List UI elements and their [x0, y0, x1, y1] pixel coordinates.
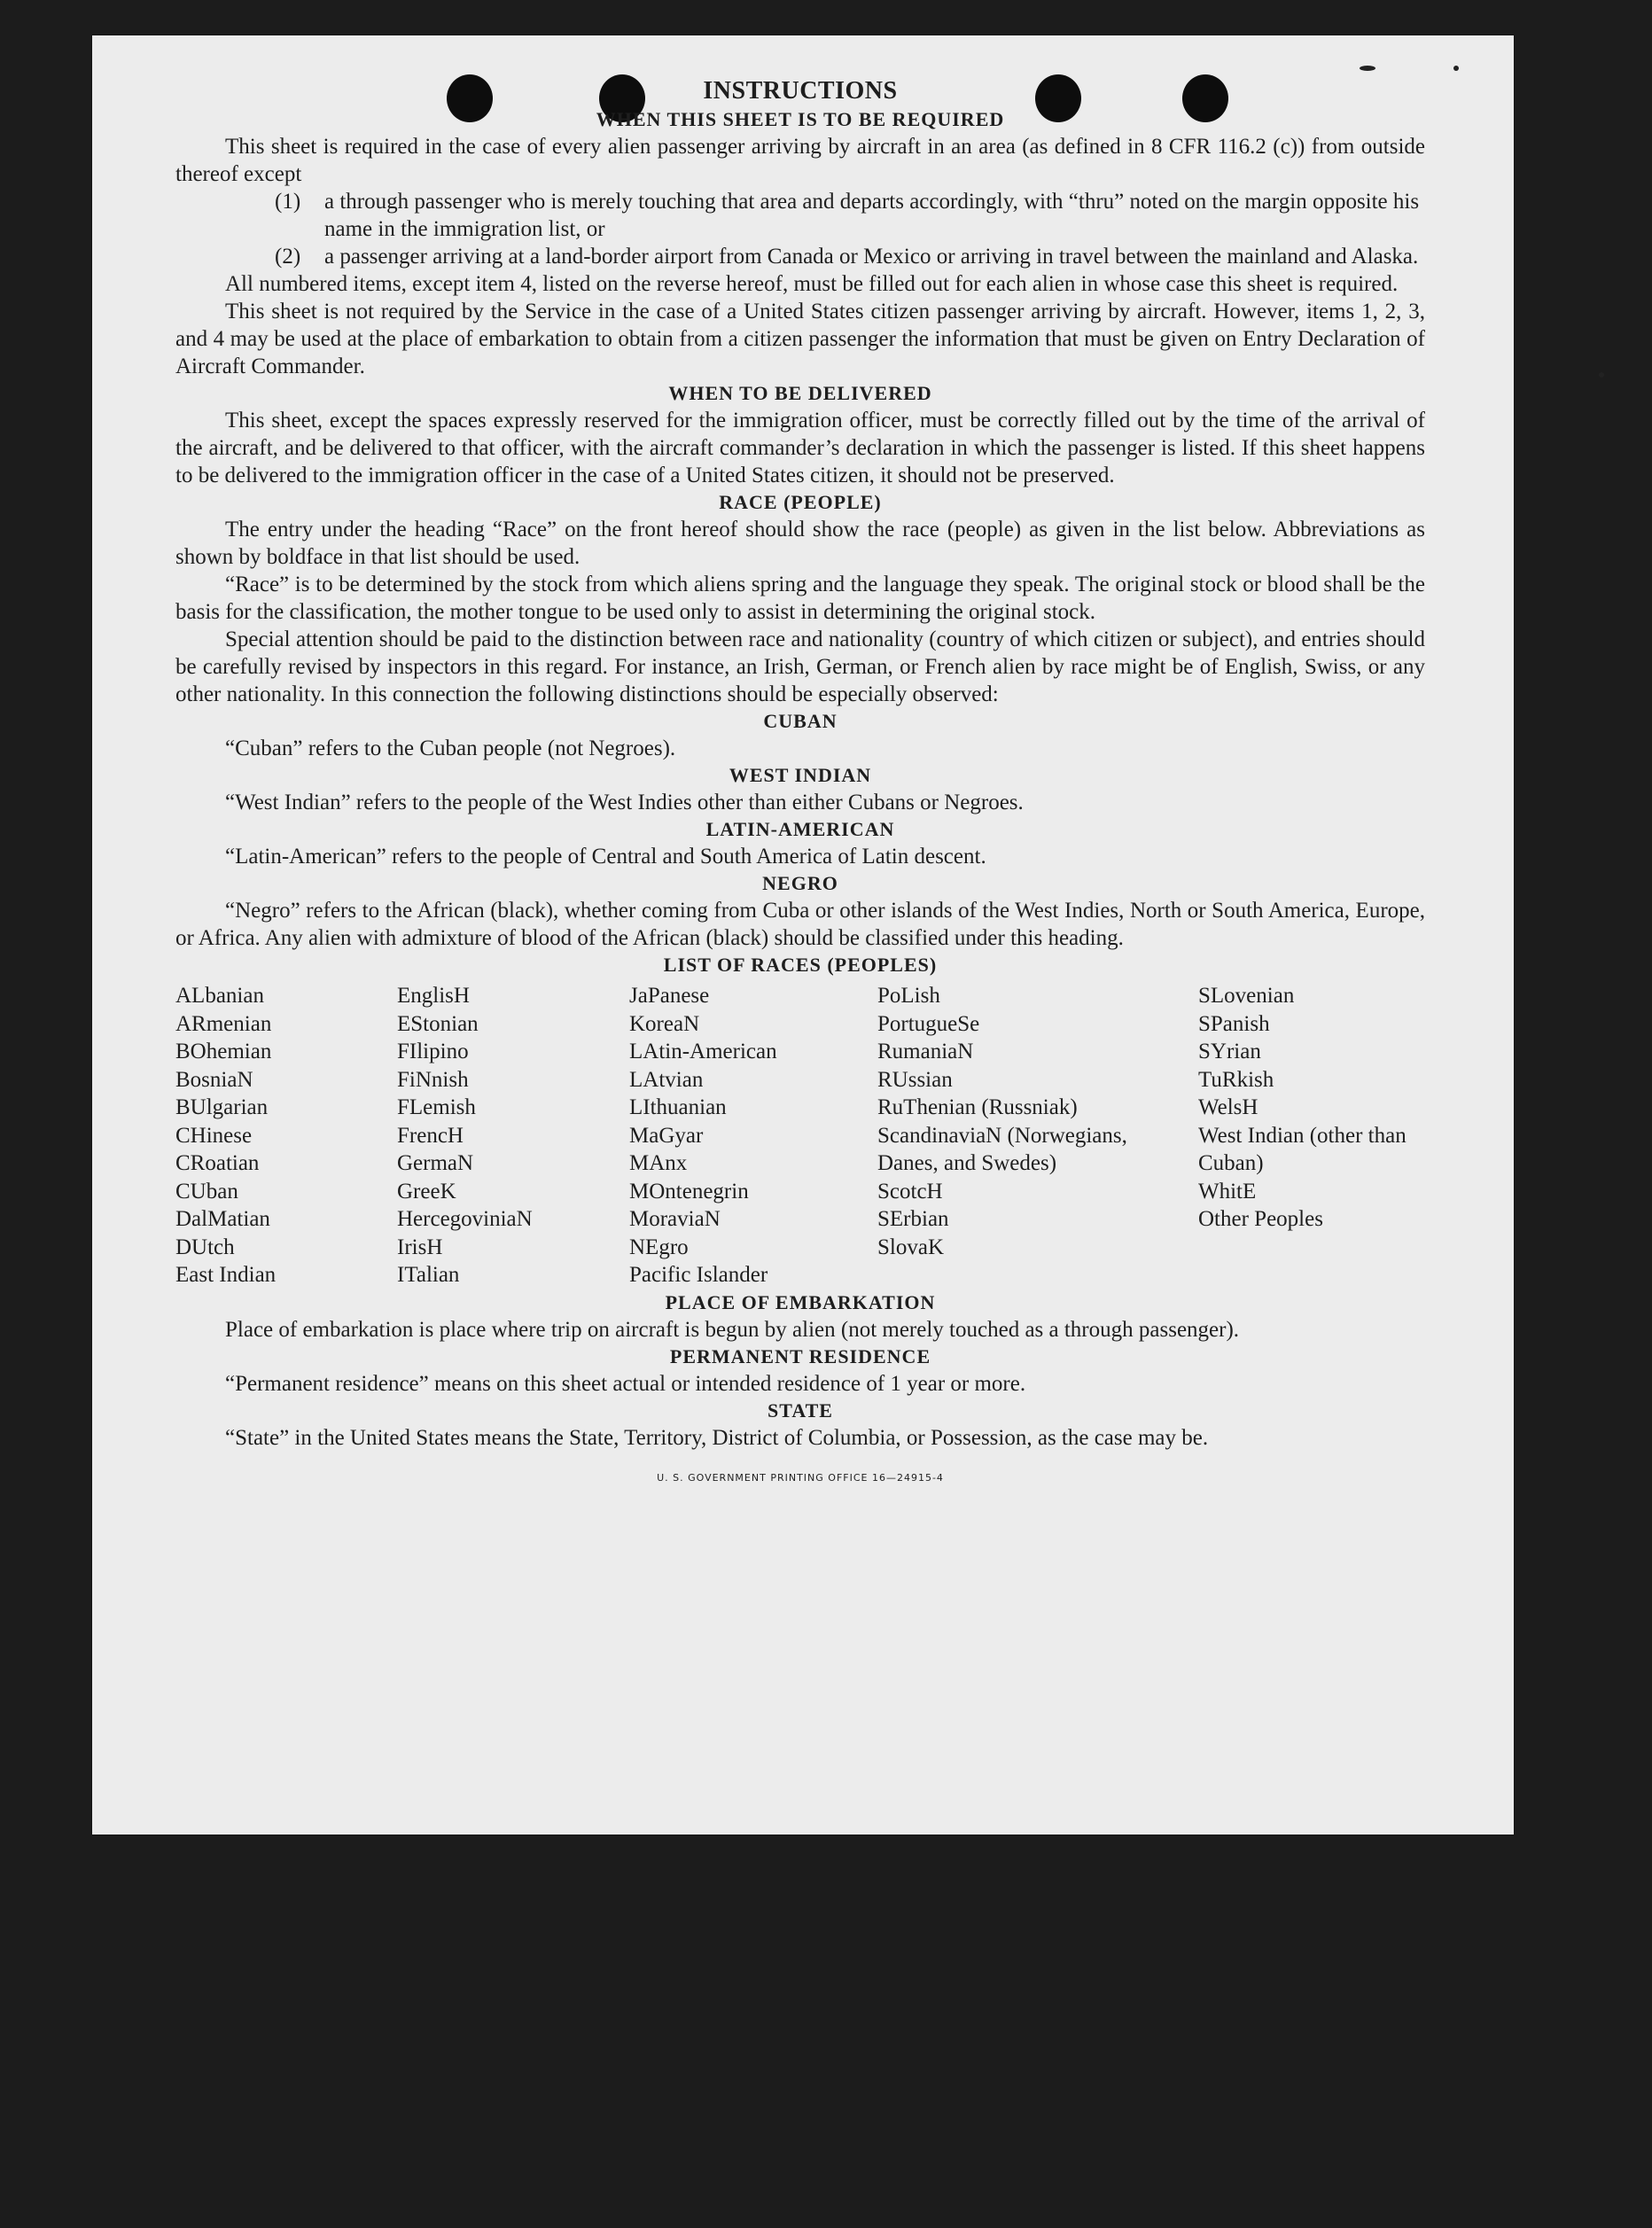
- race-item: CHinese: [175, 1123, 253, 1148]
- race-item: East Indian: [175, 1263, 277, 1287]
- race-item: ScandinaviaN (Norwegians, Danes, and Swedes): [877, 1123, 1127, 1175]
- race-column: [629, 982, 877, 1289]
- race-item: FrencH: [397, 1123, 464, 1148]
- page-title: INSTRUCTIONS: [703, 77, 898, 105]
- paragraph: “State” in the United States means the State, Territory, District of Columbia, or Possession, as the case may be.: [225, 1425, 1209, 1450]
- race-item: TuRkish: [1198, 1067, 1274, 1092]
- race-item: LAtvian: [629, 1067, 704, 1092]
- race-item: GreeK: [397, 1179, 456, 1204]
- section-heading: PLACE OF EMBARKATION: [665, 1290, 936, 1313]
- race-item: JaPanese: [629, 984, 710, 1008]
- race-column: [877, 982, 1198, 1289]
- section-heading: CUBAN: [763, 710, 838, 732]
- race-item: RuThenian (Russniak): [877, 1095, 1078, 1119]
- race-item: ScotcH: [877, 1179, 943, 1204]
- paragraph: All numbered items, except item 4, listed on the reverse hereof, must be filled out for each alien in whose case this sheet is required.: [225, 272, 1399, 296]
- paragraph: Special attention should be paid to the distinction between race and nationality (country of which citizen or subject), and entries should be carefully revised by inspectors in this regard. For instance, an Irish, German, or French alien by race might be of English, Swiss, or any other nationality. In this connection the following distinctions should be especially observed:: [175, 627, 1425, 706]
- section-heading: RACE (PEOPLE): [719, 491, 882, 513]
- document-sheet: [92, 35, 1514, 1835]
- race-item: DalMatian: [175, 1207, 270, 1231]
- race-item: MaGyar: [629, 1123, 704, 1148]
- paragraph: This sheet, except the spaces expressly reserved for the immigration officer, must be correctly filled out by the time of the arrival of the aircraft, and be delivered to that officer, with the aircraft commander’s declaration in which the passenger is listed. If this sheet happens to be delivered to the immigration officer in the case of a United States citizen, it should not be preserved.: [175, 409, 1425, 487]
- race-item: LAtin-American: [629, 1040, 777, 1063]
- race-item: RUssian: [877, 1067, 953, 1092]
- section-heading: STATE: [768, 1398, 833, 1422]
- race-item: PortugueSe: [877, 1011, 980, 1036]
- race-item: LIthuanian: [629, 1095, 727, 1119]
- paragraph: “Cuban” refers to the Cuban people (not Negroes).: [225, 736, 676, 760]
- ink-speck: [1360, 66, 1375, 71]
- ink-speck: [1453, 66, 1459, 71]
- race-item: SlovaK: [877, 1235, 944, 1259]
- paragraph: This sheet is not required by the Service in the case of a United States citizen passenger arriving by aircraft. However, items 1, 2, 3, and 4 may be used at the place of embarkation to obtain from a citizen passenger the information that must be given on Entry Declaration of Aircraft Commander.: [175, 300, 1425, 378]
- race-item: HercegoviniaN: [397, 1207, 533, 1231]
- ink-speck: [1599, 372, 1604, 378]
- race-item: MAnx: [629, 1151, 688, 1175]
- race-item: CRoatian: [175, 1151, 260, 1175]
- section-heading: PERMANENT RESIDENCE: [669, 1344, 931, 1367]
- race-column: [175, 982, 397, 1289]
- race-item: CUban: [175, 1179, 238, 1204]
- race-item: PoLish: [877, 984, 940, 1008]
- section-heading: LIST OF RACES (PEOPLES): [663, 954, 938, 976]
- race-item: NEgro: [629, 1235, 689, 1259]
- race-item: SLovenian: [1198, 984, 1295, 1008]
- race-item: Other Peoples: [1198, 1207, 1323, 1231]
- race-item: WhitE: [1198, 1179, 1257, 1204]
- numbered-item: [175, 188, 1425, 243]
- race-item: SErbian: [877, 1207, 949, 1231]
- printer-imprint: U. S. GOVERNMENT PRINTING OFFICE 16—24915-4: [657, 1471, 944, 1484]
- race-item: Pacific Islander: [629, 1263, 768, 1287]
- race-item: MoraviaN: [629, 1207, 721, 1231]
- race-item: IrisH: [397, 1235, 443, 1259]
- item-number: (1): [275, 190, 301, 214]
- race-item: FiNnish: [397, 1067, 469, 1092]
- race-item: GermaN: [397, 1151, 474, 1175]
- item-text: a through passenger who is merely touching that area and departs accordingly, with “thru” noted on the margin opposite his name in the immigration list, or: [324, 190, 1420, 241]
- race-item: BosniaN: [175, 1067, 253, 1092]
- race-item: RumaniaN: [877, 1040, 974, 1063]
- paragraph: “Permanent residence” means on this sheet actual or intended residence of 1 year or more.: [225, 1371, 1026, 1396]
- section-heading: WHEN TO BE DELIVERED: [668, 382, 932, 404]
- section-heading: LATIN-AMERICAN: [705, 818, 895, 840]
- paragraph: The entry under the heading “Race” on the front hereof should show the race (people) as given in the list below. Abbreviations as shown by boldface in that list should be used.: [175, 518, 1425, 569]
- section-heading: NEGRO: [762, 872, 838, 894]
- paragraph: “Negro” refers to the African (black), whether coming from Cuba or other islands of the West Indies, North or South America, Europe, or Africa. Any alien with admixture of blood of the African (black) should be classified under this heading.: [175, 899, 1425, 950]
- race-item: SPanish: [1198, 1011, 1270, 1036]
- race-item: ALbanian: [175, 984, 264, 1008]
- race-item: West Indian (other than Cuban): [1198, 1123, 1407, 1175]
- race-item: FIlipino: [397, 1040, 469, 1063]
- item-number: (2): [275, 245, 301, 269]
- paragraph: “West Indian” refers to the people of the West Indies other than either Cubans or Negroes.: [225, 791, 1024, 814]
- section-heading: WEST INDIAN: [729, 764, 872, 786]
- race-item: SYrian: [1198, 1040, 1261, 1063]
- race-column: [1198, 982, 1425, 1289]
- paragraph: This sheet is required in the case of every alien passenger arriving by aircraft in an area (as defined in 8 CFR 116.2 (c)) from outside thereof except: [175, 135, 1425, 186]
- item-text: a passenger arriving at a land-border airport from Canada or Mexico or arriving in travel between the mainland and Alaska.: [324, 245, 1419, 269]
- instructions-content: [175, 76, 1425, 1492]
- section-heading: WHEN THIS SHEET IS TO BE REQUIRED: [596, 108, 1005, 130]
- race-list: [175, 982, 1425, 1289]
- race-item: BOhemian: [175, 1040, 272, 1063]
- race-item: FLemish: [397, 1095, 476, 1119]
- race-column: [397, 982, 629, 1289]
- race-item: KoreaN: [629, 1011, 700, 1036]
- paragraph: “Race” is to be determined by the stock from which aliens spring and the language they speak. The original stock or blood shall be the basis for the classification, the mother tongue to be used only to assist in determining the original stock.: [175, 573, 1425, 624]
- numbered-item: [175, 243, 1425, 270]
- paragraph: “Latin-American” refers to the people of Central and South America of Latin descent.: [225, 845, 986, 869]
- race-item: MOntenegrin: [629, 1179, 749, 1204]
- race-item: EnglisH: [397, 984, 470, 1008]
- race-item: ARmenian: [175, 1011, 272, 1036]
- race-item: WelsH: [1198, 1095, 1258, 1119]
- race-item: BUlgarian: [175, 1095, 269, 1119]
- race-item: DUtch: [175, 1235, 235, 1259]
- paragraph: Place of embarkation is place where trip on aircraft is begun by alien (not merely touched as a through passenger).: [225, 1317, 1240, 1342]
- race-item: EStonian: [397, 1011, 479, 1036]
- race-item: ITalian: [397, 1263, 460, 1287]
